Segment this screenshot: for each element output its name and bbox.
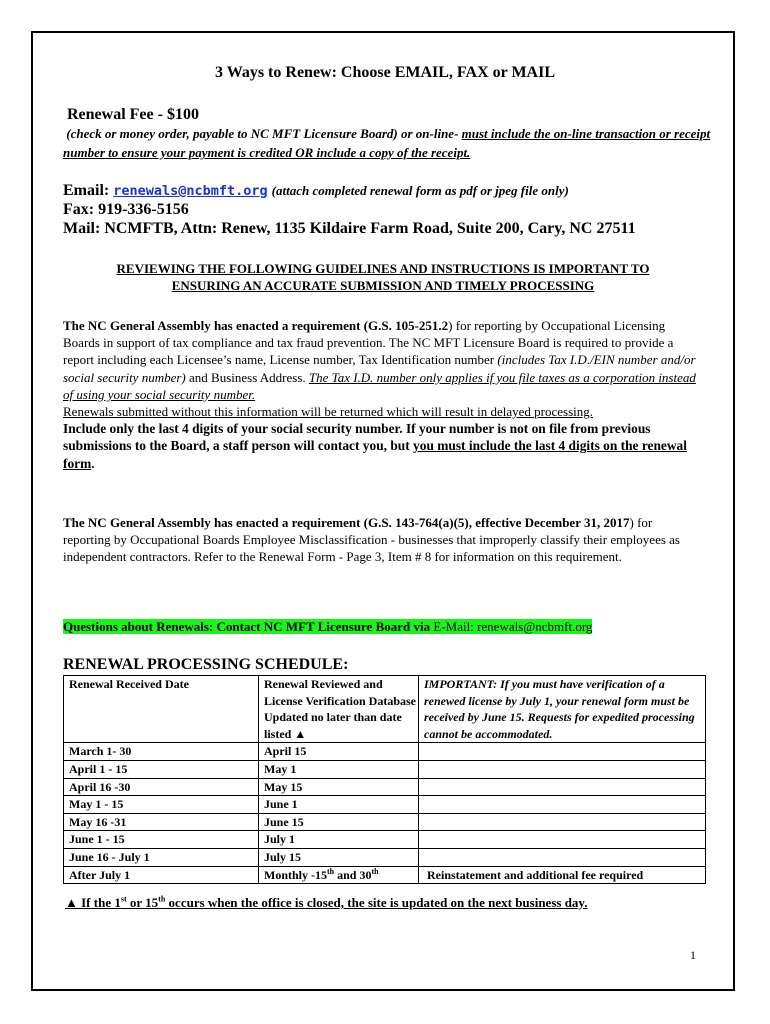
table-row [64, 866, 706, 884]
updated-date: May 1 [259, 760, 419, 778]
page-title: 3 Ways to Renew: Choose EMAIL, FAX or MAIL [215, 64, 555, 81]
updated-date [259, 866, 419, 884]
ordinal-suffix: th [327, 866, 335, 876]
para1-ssn-emphasis: you must include the last 4 digits on the renewal form [63, 438, 687, 471]
table-row [64, 848, 706, 866]
table-row [64, 831, 706, 849]
para1-corporation-note: The Tax I.D. number only applies if you file taxes as a corporation instead of using your social security number. [63, 369, 696, 402]
empty-cell [419, 796, 706, 814]
received-date: May 16 -31 [64, 813, 259, 831]
fee-note-emphasis: must include the on-line transaction or receipt number to ensure your payment is credited OR include a copy of the receipt. [63, 126, 711, 160]
empty-cell [419, 760, 706, 778]
para1-body: ) for reporting by Occupational Licensing Boards in support of tax compliance and tax fraud prevention. The NC MFT Licensure Board is required to provide a report including each Licensee’s name, License number, Tax Identification number [63, 318, 674, 368]
fee-note [63, 124, 713, 162]
received-date: March 1- 30 [64, 743, 259, 761]
received-date: May 1 - 15 [64, 796, 259, 814]
col-updated-header: Renewal Reviewed and License Verification Database Updated no later than date listed ▲ [259, 676, 419, 743]
important-note: IMPORTANT: If you must have verification of a renewed license by July 1, your renewal form must be received by June 15. Requests for expedited processing cannot be accommodated. [419, 676, 706, 743]
para1-period: . [91, 455, 95, 471]
tax-requirement-paragraph [63, 317, 703, 472]
updated-date: July 15 [259, 848, 419, 866]
table-row [64, 778, 706, 796]
para2-lead: The NC General Assembly has enacted a requirement (G.S. 143-764(a)(5), effective December 31, 2017 [63, 515, 630, 530]
footnote [65, 895, 587, 911]
received-date: June 16 - July 1 [64, 848, 259, 866]
misclassification-paragraph [63, 514, 699, 566]
updated-date: May 15 [259, 778, 419, 796]
updated-and: and 30 [334, 867, 372, 882]
ordinal-suffix: th [371, 866, 379, 876]
table-row [64, 796, 706, 814]
para1-returned-warning: Renewals submitted without this information will be returned which will result in delayed processing. [63, 404, 594, 420]
table-row [64, 760, 706, 778]
empty-cell [419, 813, 706, 831]
para1-tax-id-note: (includes Tax I.D./EIN number and/or social security number) [63, 352, 696, 385]
email-line [63, 182, 569, 200]
received-date: April 16 -30 [64, 778, 259, 796]
email-note: (attach completed renewal form as pdf or jpeg file only) [271, 183, 569, 198]
para1-ssn-instruction: Include only the last 4 digits of your social security number. If your number is not on file from previous submissions to the Board, a staff person will contact you, but [63, 421, 651, 454]
empty-cell [419, 778, 706, 796]
ordinal-suffix: st [120, 894, 127, 904]
renewal-fee: Renewal Fee - $100 [67, 106, 199, 123]
email-link[interactable]: renewals@ncbmft.org [113, 183, 268, 199]
page-number: 1 [690, 948, 696, 962]
para1-lead: The NC General Assembly has enacted a requirement (G.S. 105-251.2 [63, 318, 449, 333]
questions-line [63, 619, 592, 635]
received-date: After July 1 [64, 866, 259, 884]
table-row [64, 743, 706, 761]
updated-monthly: Monthly -15 [264, 867, 327, 882]
mail-line: Mail: NCMFTB, Attn: Renew, 1135 Kildaire Farm Road, Suite 200, Cary, NC 27511 [63, 220, 636, 237]
reinstatement-note: Reinstatement and additional fee required [419, 866, 706, 884]
updated-date: June 1 [259, 796, 419, 814]
email-label: Email: [63, 182, 114, 199]
empty-cell [419, 831, 706, 849]
received-date: April 1 - 15 [64, 760, 259, 778]
guidelines-heading-line1: REVIEWING THE FOLLOWING GUIDELINES AND INSTRUCTIONS IS IMPORTANT TO [116, 261, 650, 276]
table-row [64, 813, 706, 831]
questions-highlight [63, 619, 592, 634]
received-date: June 1 - 15 [64, 831, 259, 849]
para2-body: ) for reporting by Occupational Boards Employee Misclassification - businesses that improperly classify their employees as independent contractors. Refer to the Renewal Form - Page 3, Item # 8 for information on this requirement. [63, 515, 680, 565]
footnote-end: occurs when the office is closed, the site is updated on the next business day. [165, 895, 588, 910]
para1-address: and Business Address. [185, 369, 309, 385]
schedule-header-row [64, 676, 706, 743]
updated-date: April 15 [259, 743, 419, 761]
fee-note-text: (check or money order, payable to NC MFT Licensure Board) or on-line- [66, 126, 462, 141]
footnote-mid: or 15 [126, 895, 159, 910]
ordinal-suffix: th [158, 894, 166, 904]
empty-cell [419, 848, 706, 866]
questions-lead: Questions about Renewals: Contact NC MFT Licensure Board via [63, 619, 434, 634]
questions-email[interactable]: E-Mail: renewals@ncbmft.org [433, 619, 593, 634]
schedule-title: RENEWAL PROCESSING SCHEDULE: [63, 656, 349, 673]
fax-line: Fax: 919-336-5156 [63, 201, 189, 218]
guidelines-heading [63, 260, 703, 294]
updated-date: June 15 [259, 813, 419, 831]
schedule-table [63, 675, 706, 884]
guidelines-heading-line2: ENSURING AN ACCURATE SUBMISSION AND TIMELY PROCESSING [171, 278, 595, 293]
footnote-start: ▲ If the 1 [65, 895, 121, 910]
col-received-header: Renewal Received Date [64, 676, 259, 743]
updated-date: July 1 [259, 831, 419, 849]
empty-cell [419, 743, 706, 761]
